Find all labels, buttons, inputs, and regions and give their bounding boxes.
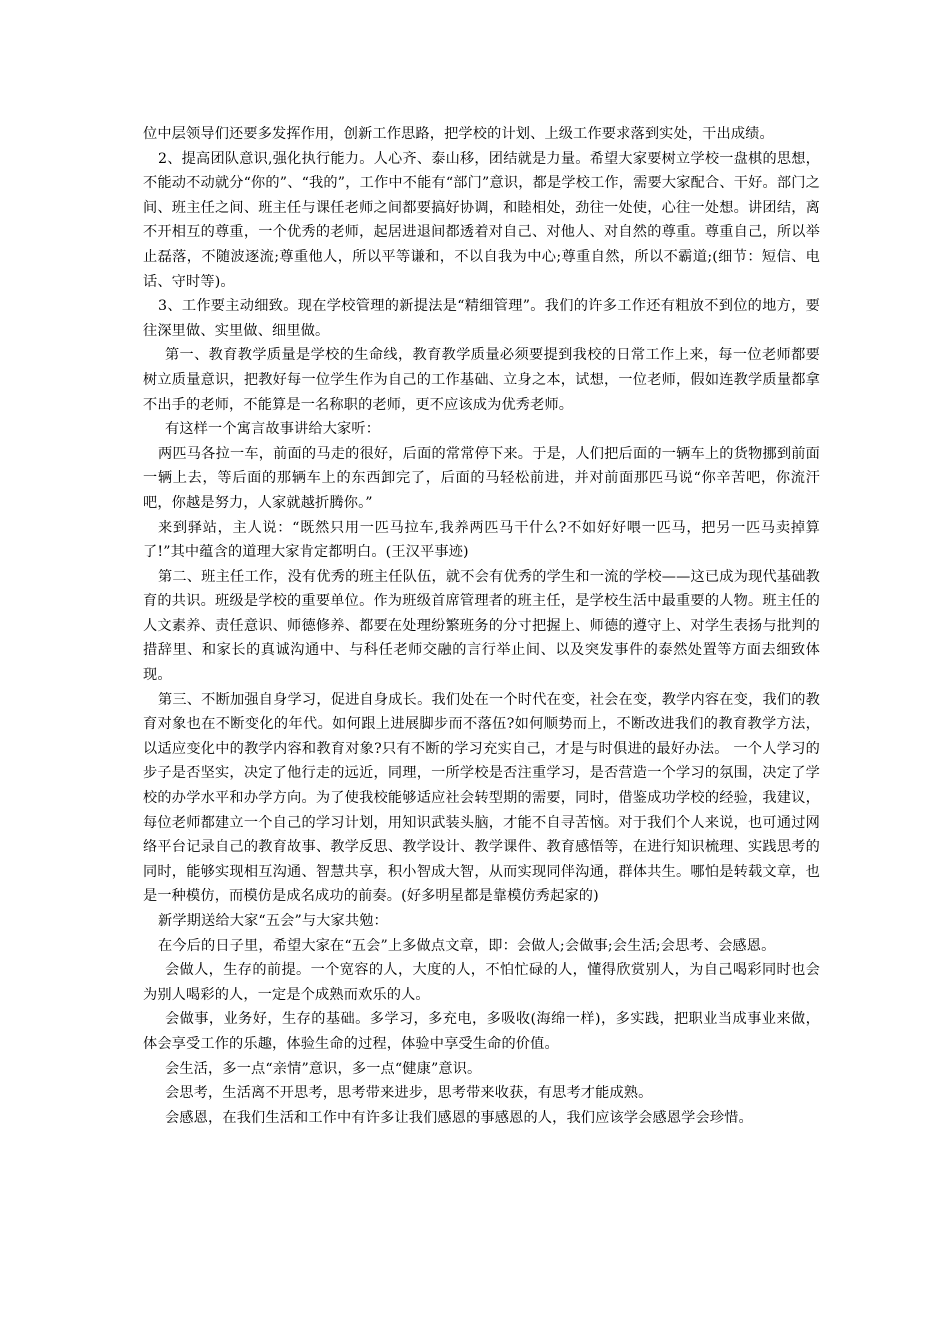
paragraph-self-study: 第三、不断加强自身学习，促进自身成长。我们处在一个时代在变，社会在变，教学内容在变，我们的教育对象也在不断变化的年代。如何跟上进展脚步而不落伍?如何顺势而上，不断改进我们的教育教学方法，以适应变化中的教学内容和教育对象?只有不断的学习充实自己，才是与时俱进的最好办法。 一个人学习的步子是否坚实，决定了他行走的远近，同理，一所学校是否注重学习，是否营造一个学习的氛围，决定了学校的办学水平和办学方向。为了使我校能够适应社会转型期的需要，同时，借鉴成功学校的经验，我建议，每位老师都建立一个自己的学习计划，用知识武装头脑，才能不自寻苦恼。对于我们个人来说，也可通过网络平台记录自己的教育故事、教学反思、教学设计、教学课件、教育感悟等，在进行知识梳理、实践思考的同时，能够实现相互沟通、智慧共享，积小智成大智，从而实现同伴沟通，群体共生。哪怕是转载文章，也是一种模仿，而模仿是成名成功的前奏。(好多明星都是靠模仿秀起家的) — [143, 691, 820, 905]
paragraph-continuation: 位中层领导们还要多发挥作用，创新工作思路，把学校的计划、上级工作要求落到实处，干出成绩。 — [143, 126, 774, 142]
paragraph-teaching-quality: 第一、教育教学质量是学校的生命线，教育教学质量必须要提到我校的日常工作上来，每一位老师都要树立质量意识，把教好每一位学生作为自己的工作基础、立身之本，试想，一位老师，假如连教学质量都拿不出手的老师，不能算是一名称职的老师，更不应该成为优秀老师。 — [143, 347, 820, 413]
paragraph-fable-intro: 有这样一个寓言故事讲给大家听： — [165, 421, 381, 438]
document-page — [143, 122, 820, 1130]
paragraph-five-skills-list: 在今后的日子里，希望大家在“五会”上多做点文章，即：会做人;会做事;会生活;会思考、会感恩。 — [158, 937, 776, 954]
paragraph-live: 会生活，多一点“亲情”意识，多一点“健康”意识。 — [165, 1060, 482, 1077]
paragraph-think: 会思考，生活离不开思考，思考带来进步，思考带来收获，有思考才能成熟。 — [165, 1085, 653, 1102]
paragraph-be-a-person: 会做人，生存的前提。一个宽容的人，大度的人，不怕忙碌的人，懂得欣赏别人，为自己喝彩同时也会为别人喝彩的人，一定是个成熟而欢乐的人。 — [143, 962, 820, 1003]
paragraph-fable-horses: 两匹马各拉一车，前面的马走的很好，后面的常常停下来。于是，人们把后面的一辆车上的货物挪到前面一辆上去，等后面的那辆车上的东西卸完了，后面的马轻松前进，并对前面那匹马说“你辛苦吧，你流汗吧，你越是努力，人家就越折腾你。” — [143, 445, 820, 511]
paragraph-do-work: 会做事，业务好，生存的基础。多学习，多充电，多吸收(海绵一样)，多实践，把职业当成事业来做，体会享受工作的乐趣，体验生命的过程，体验中享受生命的价值。 — [143, 1011, 820, 1052]
paragraph-five-skills-intro: 新学期送给大家“五会”与大家共勉： — [158, 913, 388, 929]
paragraph-gratitude: 会感恩，在我们生活和工作中有许多让我们感恩的事感恩的人，我们应该学会感恩学会珍惜。 — [165, 1109, 753, 1126]
paragraph-work-detail: 3、工作要主动细致。现在学校管理的新提法是“精细管理”。我们的许多工作还有粗放不到位的地方，要往深里做、实里做、细里做。 — [143, 298, 820, 339]
paragraph-fable-station: 来到驿站，主人说：“既然只用一匹马拉车,我养两匹马干什么?不如好好喂一匹马，把另一匹马卖掉算了!”其中蕴含的道理大家肯定都明白。(王汉平事迹) — [143, 519, 820, 561]
paragraph-team-awareness: 2、提高团队意识,强化执行能力。人心齐、泰山移，团结就是力量。希望大家要树立学校一盘棋的思想，不能动不动就分“你的”、“我的”，工作中不能有“部门”意识，都是学校工作，需要大家配合、干好。部门之间、班主任之间、班主任与课任老师之间都要搞好协调，和睦相处，劲往一处使，心往一处想。讲团结，离不开相互的尊重，一个优秀的老师，起居进退间都透着对自己、对他人、对自然的尊重。尊重自己，所以举止磊落，不随波逐流;尊重他人，所以平等谦和，不以自我为中心;尊重自然，所以不霸道;(细节：短信、电话、守时等)。 — [143, 150, 820, 290]
paragraph-head-teacher: 第二、班主任工作，没有优秀的班主任队伍，就不会有优秀的学生和一流的学校——这已成为现代基础教育的共识。班级是学校的重要单位。作为班级首席管理者的班主任，是学校生活中最重要的人物。班主任的人文素养、责任意识、师德修养、都要在处理纷繁班务的分寸把握上、师德的遵守上、对学生表扬与批判的措辞里、和家长的真诚沟通中、与科任老师交融的言行举止间、以及突发事件的泰然处置等方面去细致体现。 — [143, 568, 820, 684]
